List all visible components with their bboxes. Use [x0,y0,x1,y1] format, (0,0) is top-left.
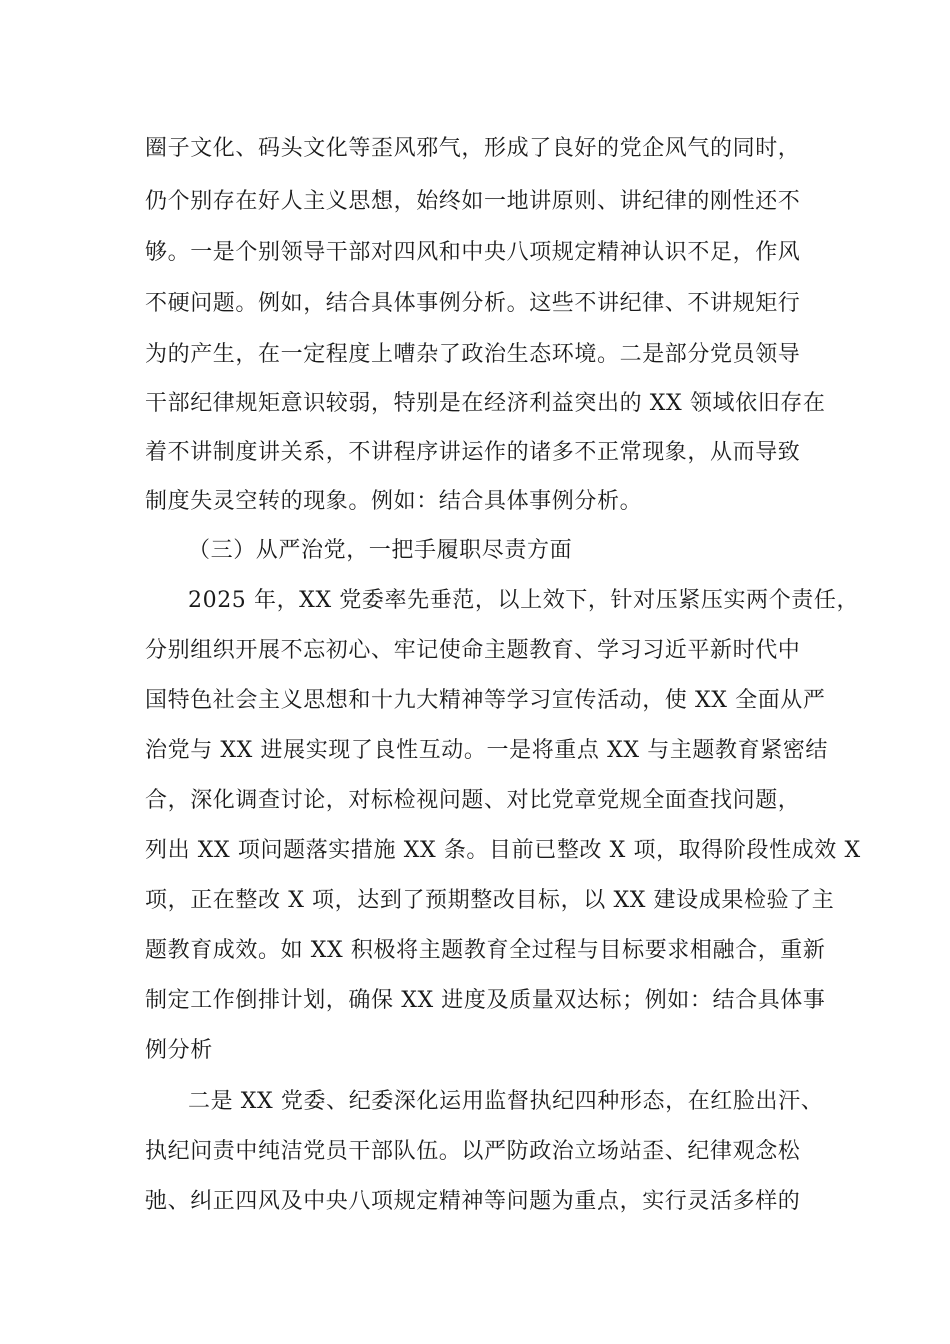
text-line-3: 够。一是个别领导干部对四风和中央八项规定精神认识不足，作风 [145,240,801,265]
text-line-13: 治党与 XX 进展实现了良性互动。一是将重点 XX 与主题教育紧密结 [145,738,829,763]
text-line-1: 圈子文化、码头文化等歪风邪气，形成了良好的党企风气的同时， [145,136,801,161]
text-line-11: 分别组织开展不忘初心、牢记使命主题教育、学习习近平新时代中 [145,638,801,663]
text-line-2: 仍个别存在好人主义思想，始终如一地讲原则、讲纪律的刚性还不 [145,189,801,214]
text-line-7: 着不讲制度讲关系，不讲程序讲运作的诸多不正常现象，从而导致 [145,440,801,465]
text-line-22: 弛、纠正四风及中央八项规定精神等问题为重点，实行灵活多样的 [145,1189,801,1214]
text-line-6: 干部纪律规矩意识较弱，特别是在经济利益突出的 XX 领域依旧存在 [145,391,826,416]
text-line-19: 例分析 [145,1038,213,1063]
text-line-17: 题教育成效。如 XX 积极将主题教育全过程与目标要求相融合，重新 [145,938,826,963]
text-line-4: 不硬问题。例如，结合具体事例分析。这些不讲纪律、不讲规矩行 [145,291,801,316]
section-heading: （三）从严治党，一把手履职尽责方面 [188,538,573,563]
text-line-16: 项，正在整改 X 项，达到了预期整改目标，以 XX 建设成果检验了主 [145,888,835,913]
text-line-8: 制度失灵空转的现象。例如：结合具体事例分析。 [145,489,643,514]
text-line-15: 列出 XX 项问题落实措施 XX 条。目前已整改 X 项，取得阶段性成效 X [145,838,861,863]
text-line-18: 制定工作倒排计划，确保 XX 进度及质量双达标；例如：结合具体事 [145,988,826,1013]
text-line-5: 为的产生，在一定程度上嘈杂了政治生态环境。二是部分党员领导 [145,342,801,367]
text-line-10: 2025 年，XX 党委率先垂范，以上效下，针对压紧压实两个责任， [188,588,860,613]
text-line-21: 执纪问责中纯洁党员干部队伍。以严防政治立场站歪、纪律观念松 [145,1139,801,1164]
text-line-12: 国特色社会主义思想和十九大精神等学习宣传活动，使 XX 全面从严 [145,688,826,713]
text-line-14: 合，深化调查讨论，对标检视问题、对比党章党规全面查找问题， [145,788,801,813]
text-line-20: 二是 XX 党委、纪委深化运用监督执纪四种形态，在红脸出汗、 [188,1089,824,1114]
